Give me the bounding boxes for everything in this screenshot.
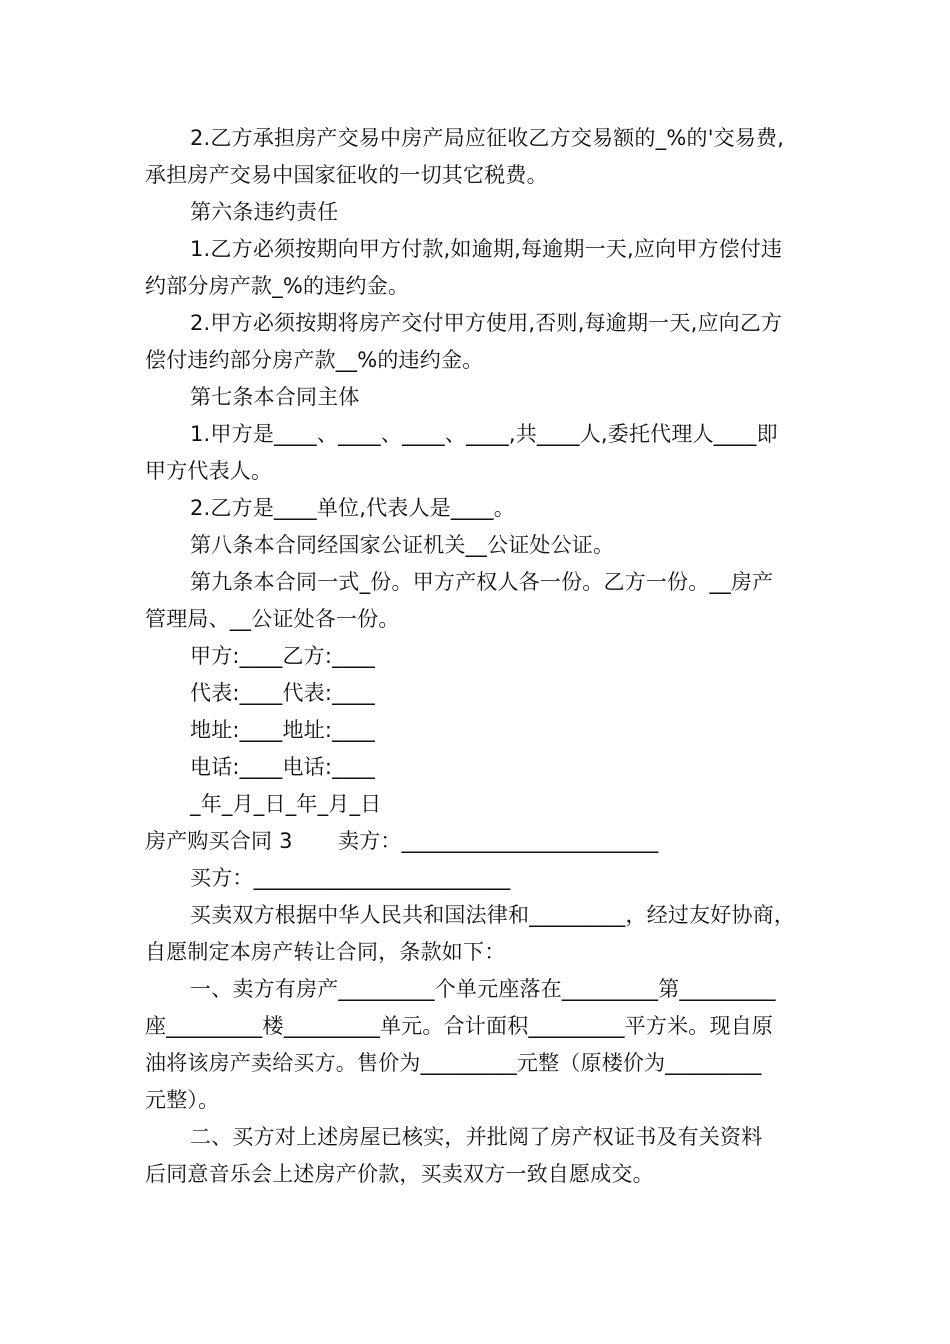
buyer-line: 买方：________________________ [190, 866, 511, 890]
text-line: 1.乙方必须按期向甲方付款,如逾期,每逾期一天,应向甲方偿付违 [190, 237, 783, 261]
signature-line: 电话:____电话:____ [190, 755, 375, 779]
text-line: 约部分房产款_%的违约金。 [145, 274, 410, 298]
text-line: 1.甲方是____、____、____、____,共____人,委托代理人____即 [190, 422, 778, 446]
text-line: 第八条本合同经国家公证机关__公证处公证。 [190, 533, 615, 557]
contract-title: 房产购买合同 3 [145, 829, 293, 853]
text-line: 后同意音乐会上述房产价款，买卖双方一致自愿成交。 [145, 1162, 654, 1186]
seller-line: 卖方：________________________ [338, 829, 659, 853]
text-line: 偿付违约部分房产款__%的违约金。 [145, 348, 484, 372]
date-line: _年_月_日_年_月_日 [190, 792, 382, 816]
section-heading: 第六条违约责任 [190, 200, 339, 224]
section-heading: 第七条本合同主体 [190, 385, 360, 409]
text-line: 买卖双方根据中华人民共和国法律和_________，经过友好协商， [190, 903, 796, 927]
signature-line: 地址:____地址:____ [190, 718, 375, 742]
text-line: 座_________楼_________单元。合计面积_________平方米。现自原 [145, 1014, 774, 1038]
text-line: 管理局、__公证处各一份。 [145, 607, 400, 631]
signature-line: 甲方:____乙方:____ [190, 644, 375, 668]
text-line: 自愿制定本房产转让合同，条款如下： [145, 940, 506, 964]
text-line: 2.甲方必须按期将房产交付甲方使用,否则,每逾期一天,应向乙方 [190, 311, 783, 335]
text-line: 2.乙方是____单位,代表人是____。 [190, 496, 515, 520]
signature-line: 代表:____代表:____ [190, 681, 375, 705]
text-line: 二、买方对上述房屋已核实，并批阅了房产权证书及有关资料 [190, 1125, 763, 1149]
text-line: 2.乙方承担房产交易中房产局应征收乙方交易额的_%的'交易费, [190, 126, 785, 150]
text-line: 一、卖方有房产_________个单元座落在_________第_________ [190, 977, 776, 1001]
text-line: 第九条本合同一式_份。甲方产权人各一份。乙方一份。__房产 [190, 570, 774, 594]
text-line: 元整）。 [145, 1088, 220, 1112]
text-line: 承担房产交易中国家征收的一切其它税费。 [145, 163, 548, 187]
text-line: 油将该房产卖给买方。售价为_________元整（原楼价为_________ [145, 1051, 762, 1075]
text-line: 甲方代表人。 [145, 459, 273, 483]
